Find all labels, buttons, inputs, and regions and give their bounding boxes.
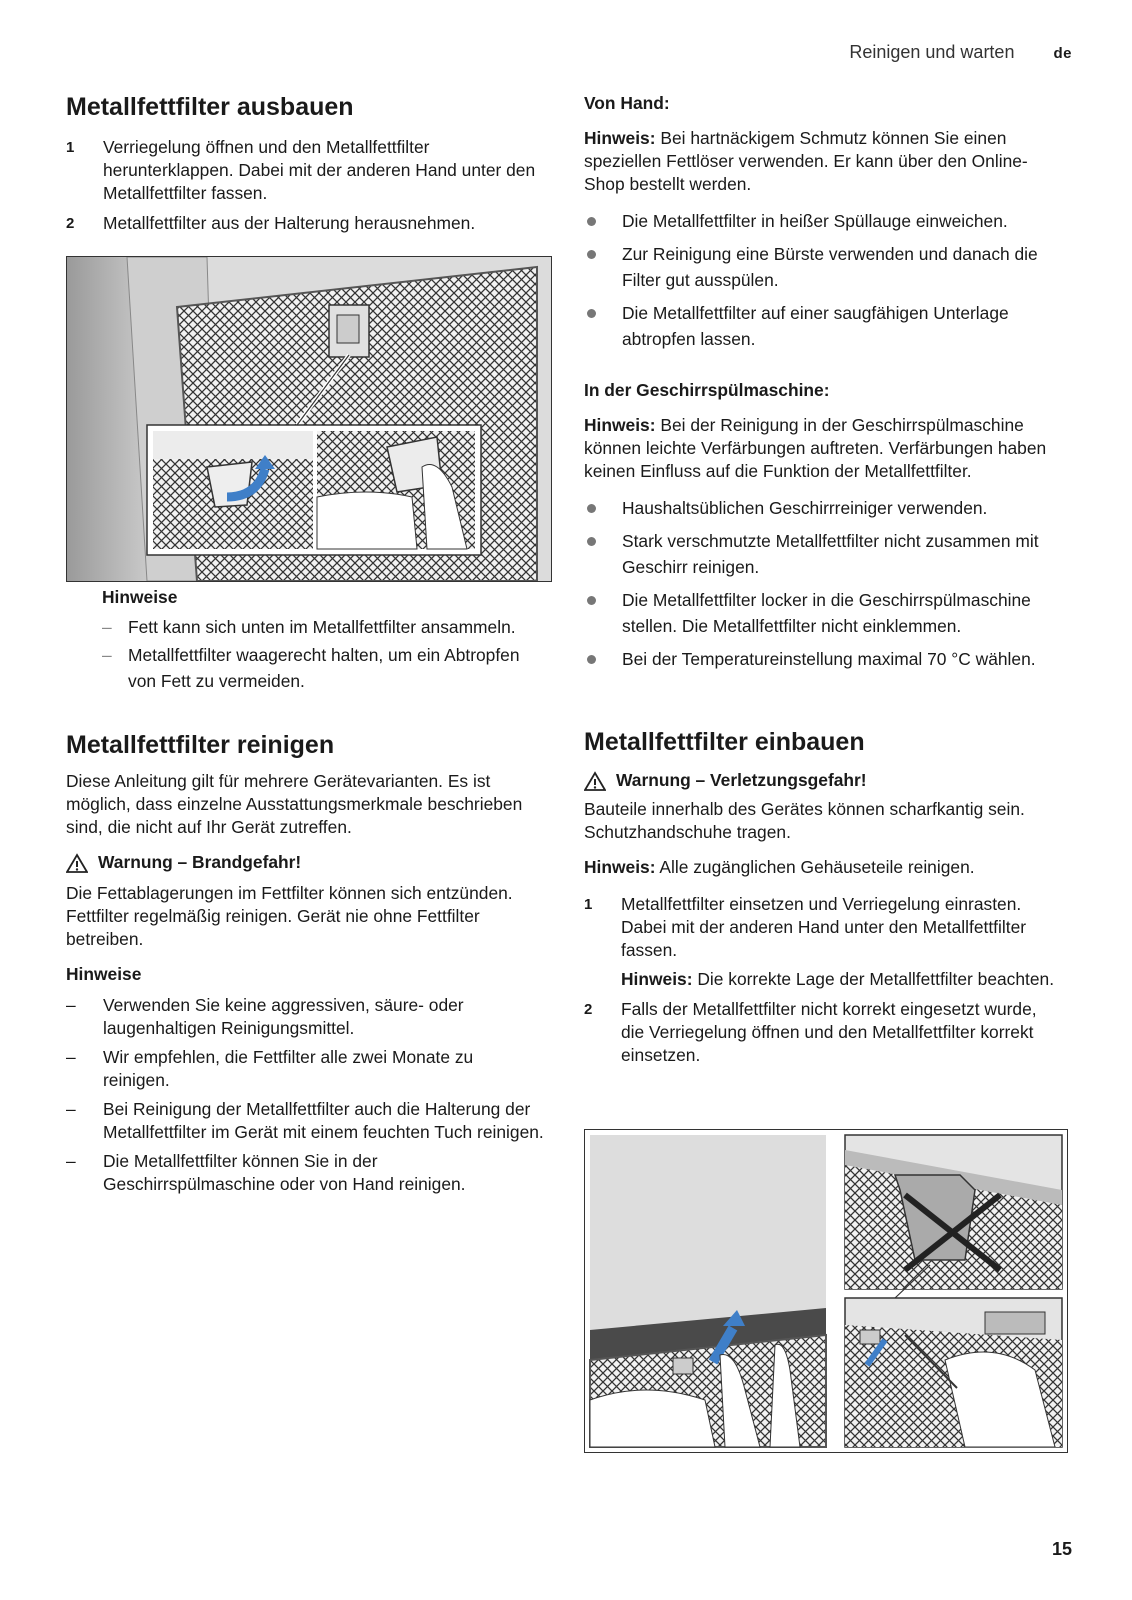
bullet-text: Bei der Temperatureinstellung maximal 70 °C wählen.	[622, 649, 1036, 669]
dash-mark: –	[102, 617, 112, 637]
step-text: Verriegelung öffnen und den Metallfettfilter herunterklappen. Dabei mit der anderen Hand unter den Metallfettfilter fassen.	[103, 137, 536, 203]
by-hand-note	[584, 127, 1062, 196]
figure-install-filter	[584, 1129, 1068, 1453]
step-text: Falls der Metallfettfilter nicht korrekt eingesetzt wurde, die Verriegelung öffnen und den Metallfettfilter korrekt einsetzen.	[621, 999, 1037, 1065]
note-item	[102, 642, 552, 694]
bullet-text: Haushaltsüblichen Geschirrreiniger verwenden.	[622, 498, 988, 518]
bullet-item	[584, 300, 1062, 352]
note-label: Hinweis:	[584, 857, 656, 877]
dash-mark: –	[66, 1151, 76, 1171]
clean-title: Metallfettfilter reinigen	[66, 731, 335, 759]
note-text: Bei der Reinigung in der Geschirrspülmaschine können leichte Verfärbungen auftreten. Verfärbungen haben keinen Einfluss auf die Funktion der Metallfettfilter.	[584, 415, 1047, 481]
remove-step	[66, 136, 544, 205]
header-section-title: Reinigen und warten	[849, 42, 1015, 62]
note-item	[66, 1150, 544, 1196]
bullet-text: Die Metallfettfilter locker in die Geschirrspülmaschine stellen. Die Metallfettfilter nicht einklemmen.	[622, 590, 1031, 636]
dash-mark: –	[66, 1047, 76, 1067]
bullet-icon	[587, 217, 596, 226]
note-text: Wir empfehlen, die Fettfilter alle zwei Monate zu reinigen.	[103, 1047, 474, 1090]
warning-triangle-icon	[66, 853, 88, 873]
dash-mark: –	[66, 995, 76, 1015]
step-note	[621, 968, 1062, 991]
warning-triangle-icon	[584, 771, 606, 791]
by-hand-title: Von Hand:	[584, 93, 670, 113]
step-text: Metallfettfilter einsetzen und Verriegelung einrasten. Dabei mit der anderen Hand unter den Metallfettfilter fassen.	[621, 894, 1027, 960]
step-number: 2	[66, 215, 75, 232]
warning-text: Die Fettablagerungen im Fettfilter können sich entzünden. Fettfilter regelmäßig reinigen. Gerät nie ohne Fettfilter betreiben.	[66, 883, 513, 949]
remove-filter-illustration	[67, 257, 551, 581]
note-text: Metallfettfilter waagerecht halten, um ein Abtropfen von Fett zu vermeiden.	[128, 645, 520, 691]
injury-warning	[584, 769, 1062, 792]
step-number: 1	[66, 139, 75, 156]
clean-notes-title: Hinweise	[66, 964, 142, 984]
section-install-filter	[584, 727, 1062, 1074]
bullet-item	[584, 646, 1062, 672]
figure-remove-filter	[66, 256, 552, 582]
remove-notes-title: Hinweise	[102, 587, 178, 607]
note-text: Die korrekte Lage der Metallfettfilter beachten.	[692, 969, 1055, 989]
note-text: Verwenden Sie keine aggressiven, säure- oder laugenhaltigen Reinigungsmittel.	[103, 995, 464, 1038]
clean-intro: Diese Anleitung gilt für mehrere Gerätevarianten. Es ist möglich, dass einzelne Ausstattungsmerkmale beschrieben sind, die nicht auf Ihr Gerät zutreffen.	[66, 771, 523, 837]
install-title: Metallfettfilter einbauen	[584, 728, 865, 756]
dishwasher-title: In der Geschirrspülmaschine:	[584, 380, 830, 400]
remove-step	[66, 212, 544, 235]
bullet-text: Die Metallfettfilter in heißer Spüllauge einweichen.	[622, 211, 1008, 231]
bullet-text: Stark verschmutzte Metallfettfilter nicht zusammen mit Geschirr reinigen.	[622, 531, 1039, 577]
bullet-item	[584, 208, 1062, 234]
note-label: Hinweis:	[621, 969, 693, 989]
bullet-text: Zur Reinigung eine Bürste verwenden und danach die Filter gut ausspülen.	[622, 244, 1038, 290]
note-text: Die Metallfettfilter können Sie in der Geschirrspülmaschine oder von Hand reinigen.	[103, 1151, 466, 1194]
remove-notes	[102, 586, 552, 696]
note-text: Bei hartnäckigem Schmutz können Sie einen speziellen Fettlöser verwenden. Er kann über den Online-Shop bestellt werden.	[584, 128, 1028, 194]
dash-mark: –	[102, 645, 112, 665]
dash-mark: –	[66, 1099, 76, 1119]
bullet-item	[584, 528, 1062, 580]
note-item	[102, 614, 552, 640]
note-label: Hinweis:	[584, 415, 656, 435]
section-remove-filter	[66, 92, 544, 242]
bullet-icon	[587, 250, 596, 259]
bullet-text: Die Metallfettfilter auf einer saugfähigen Unterlage abtropfen lassen.	[622, 303, 1009, 349]
note-item	[66, 1098, 544, 1144]
header-language: de	[1053, 45, 1072, 62]
install-note	[584, 856, 1062, 879]
note-item	[66, 994, 544, 1040]
install-step	[584, 893, 1062, 991]
bullet-item	[584, 587, 1062, 639]
step-text: Metallfettfilter aus der Halterung herausnehmen.	[103, 213, 476, 233]
step-number: 1	[584, 896, 593, 913]
warning-text: Bauteile innerhalb des Gerätes können scharfkantig sein. Schutzhandschuhe tragen.	[584, 799, 1025, 842]
install-filter-illustration	[585, 1130, 1067, 1452]
bullet-icon	[587, 596, 596, 605]
bullet-item	[584, 241, 1062, 293]
note-text: Fett kann sich unten im Metallfettfilter ansammeln.	[128, 617, 516, 637]
dishwasher-note	[584, 414, 1062, 483]
bullet-icon	[587, 504, 596, 513]
warning-title: Warnung – Brandgefahr!	[98, 852, 302, 872]
step-number: 2	[584, 1001, 593, 1018]
fire-warning	[66, 851, 544, 874]
page-number: 15	[1051, 1539, 1072, 1559]
warning-title: Warnung – Verletzungsgefahr!	[616, 770, 867, 790]
note-item	[66, 1046, 544, 1092]
note-text: Bei Reinigung der Metallfettfilter auch die Halterung der Metallfettfilter im Gerät mit einem feuchten Tuch reinigen.	[103, 1099, 544, 1142]
bullet-icon	[587, 655, 596, 664]
bullet-icon	[587, 309, 596, 318]
section-clean-filter	[66, 730, 544, 1202]
bullet-item	[584, 495, 1062, 521]
section-by-hand	[584, 92, 1062, 679]
bullet-icon	[587, 537, 596, 546]
note-label: Hinweis:	[584, 128, 656, 148]
page-header	[849, 42, 1072, 63]
install-step	[584, 998, 1062, 1067]
note-text: Alle zugänglichen Gehäuseteile reinigen.	[655, 857, 975, 877]
remove-title: Metallfettfilter ausbauen	[66, 93, 354, 121]
